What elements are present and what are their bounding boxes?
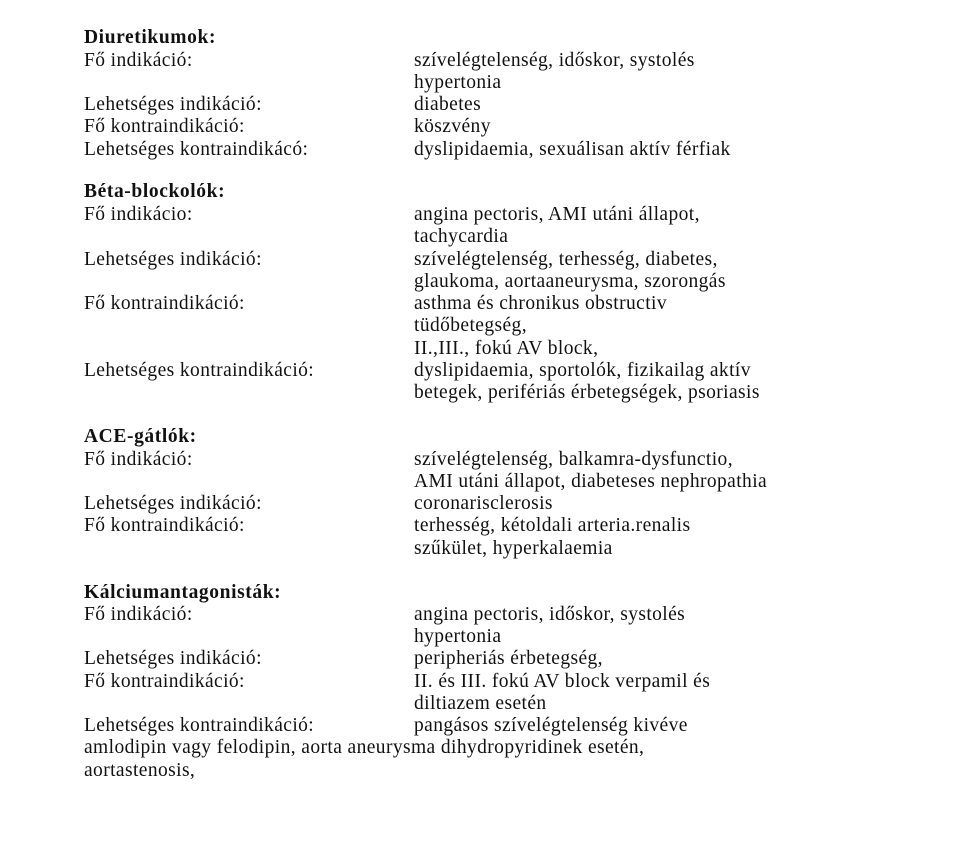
row-value: betegek, perifériás érbetegségek, psoriasis (414, 382, 760, 403)
row-value: asthma és chronikus obstructiv (414, 293, 667, 314)
row-value: tüdőbetegség, (414, 315, 527, 336)
continuation-line: aortastenosis, (84, 760, 196, 781)
row-value: angina pectoris, időskor, systolés (414, 604, 686, 625)
row-label: Fő kontraindikáció: (84, 116, 245, 137)
row-value: dyslipidaemia, sportolók, fizikailag aktív (414, 360, 751, 381)
row-value: diltiazem esetén (414, 693, 547, 714)
row-value: peripheriás érbetegség, (414, 648, 603, 669)
row-label: Lehetséges indikáció: (84, 493, 262, 514)
row-value: coronarisclerosis (414, 493, 553, 514)
row-label: Fő indikáció: (84, 449, 193, 470)
row-value: szívelégtelenség, időskor, systolés (414, 50, 695, 71)
row-value: pangásos szívelégtelenség kivéve (414, 715, 688, 736)
row-value: angina pectoris, AMI utáni állapot, (414, 204, 700, 225)
section-heading-ace-gatlok: ACE-gátlók: (84, 426, 197, 447)
row-value: II. és III. fokú AV block verpamil és (414, 671, 711, 692)
row-label: Fő indikáció: (84, 604, 193, 625)
row-value: hypertonia (414, 626, 502, 647)
row-value: terhesség, kétoldali arteria.renalis (414, 515, 691, 536)
row-value: tachycardia (414, 226, 509, 247)
row-value: AMI utáni állapot, diabeteses nephropathia (414, 471, 768, 492)
section-heading-beta-blockolok: Béta-blockolók: (84, 181, 226, 202)
row-label: Fő kontraindikáció: (84, 293, 245, 314)
row-value: szívelégtelenség, balkamra-dysfunctio, (414, 449, 733, 470)
row-value: diabetes (414, 94, 482, 115)
row-value: dyslipidaemia, sexuálisan aktív férfiak (414, 139, 731, 160)
row-label: Lehetséges kontraindikáció: (84, 360, 315, 381)
row-value: glaukoma, aortaaneurysma, szorongás (414, 271, 726, 292)
continuation-line: amlodipin vagy felodipin, aorta aneurysma dihydropyridinek esetén, (84, 737, 645, 758)
section-heading-kalciumantagonistak: Kálciumantagonisták: (84, 582, 282, 603)
row-label: Fő kontraindikáció: (84, 671, 245, 692)
row-value: szűkület, hyperkalaemia (414, 538, 613, 559)
row-value: köszvény (414, 116, 491, 137)
row-label: Fő indikácio: (84, 204, 193, 225)
section-heading-diuretikumok: Diuretikumok: (84, 27, 217, 48)
row-label: Fő kontraindikáció: (84, 515, 245, 536)
row-value: szívelégtelenség, terhesség, diabetes, (414, 249, 718, 270)
row-label: Lehetséges indikáció: (84, 94, 262, 115)
row-label: Lehetséges indikáció: (84, 249, 262, 270)
row-value: II.,III., fokú AV block, (414, 338, 599, 359)
row-label: Lehetséges indikáció: (84, 648, 262, 669)
row-label: Fő indikáció: (84, 50, 193, 71)
row-label: Lehetséges kontraindikáció: (84, 715, 315, 736)
row-value: hypertonia (414, 72, 502, 93)
row-label: Lehetséges kontraindikácó: (84, 139, 309, 160)
